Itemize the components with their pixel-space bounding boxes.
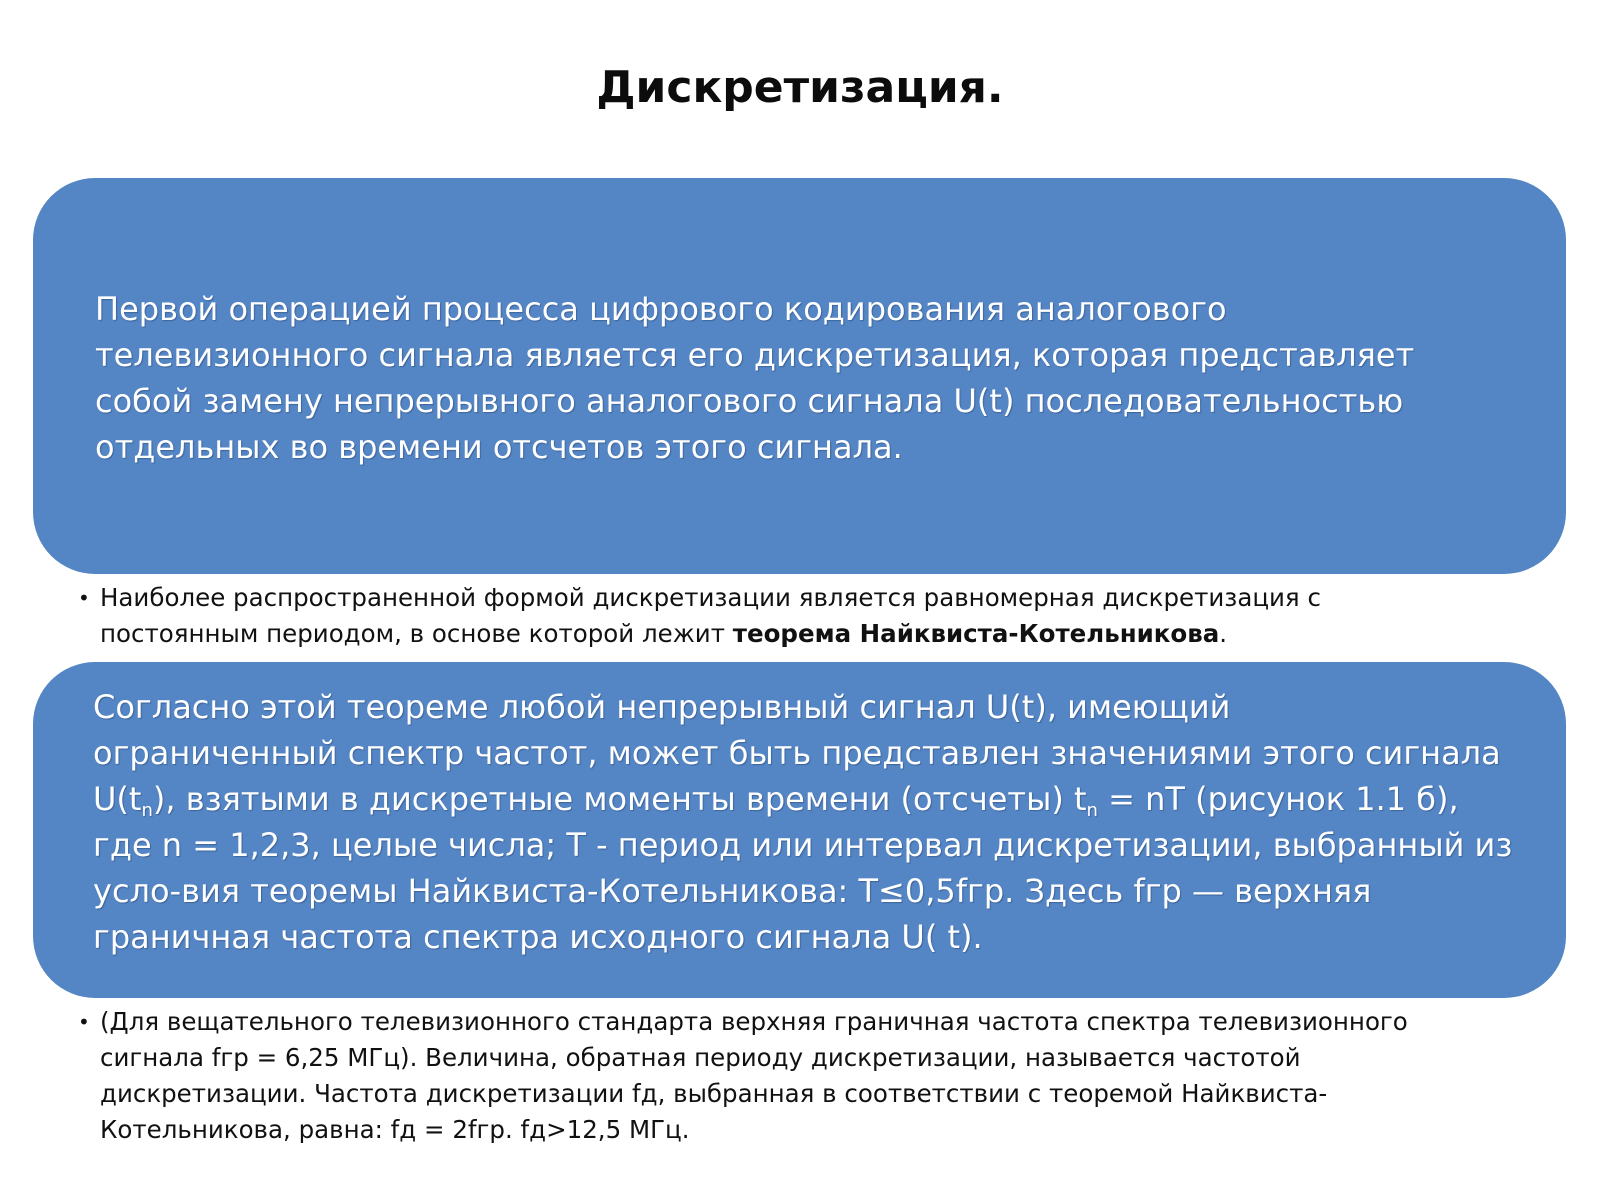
subscript-n-1: n xyxy=(141,800,153,821)
bullet-line-2-prefix: постоянным периодом, в основе которой лежит xyxy=(100,619,733,648)
definition-line-3: собой замену непрерывного аналогового сигнала U(t) последовательностью xyxy=(95,382,1404,420)
theorem-line-3 xyxy=(93,776,1536,822)
bullet-broadcast-standard xyxy=(78,1004,1568,1148)
bullet-uniform-sampling xyxy=(78,580,1568,652)
theorem-line-3-b: ), взятыми в дискретные моменты времени (отсчеты) t xyxy=(152,780,1087,818)
bullet-marker: • xyxy=(78,586,90,610)
theorem-line-4: где n = 1,2,3, целые числа; T - период или интервал дискретизации, выбранный из xyxy=(93,826,1513,864)
bullet-line-2 xyxy=(100,616,1568,652)
theorem-line-3-a: U(t xyxy=(93,780,142,818)
bullet-line-1: (Для вещательного телевизионного стандарта верхняя граничная частота спектра телевизионного xyxy=(100,1007,1408,1036)
theorem-name-bold: теорема Найквиста-Котельникова xyxy=(732,619,1220,648)
bullet-line-1: Наиболее распространенной формой дискретизации является равномерная дискретизация с xyxy=(100,583,1321,612)
theorem-line-5: усло-вия теоремы Найквиста-Котельникова: T≤0,5fгр. Здесь fгр — верхняя xyxy=(93,872,1372,910)
bullet-line-3: дискретизации. Частота дискретизации fд, выбранная в соответствии с теоремой Найквиста- xyxy=(100,1079,1328,1108)
definition-line-4: отдельных во времени отсчетов этого сигнала. xyxy=(95,428,903,466)
theorem-line-1: Согласно этой теореме любой непрерывный сигнал U(t), имеющий xyxy=(93,688,1231,726)
definition-line-1: Первой операцией процесса цифрового кодирования аналогового xyxy=(95,290,1227,328)
definition-box xyxy=(33,178,1566,574)
theorem-line-6: граничная частота спектра исходного сигнала U( t). xyxy=(93,918,983,956)
bullet-text xyxy=(100,580,1568,652)
definition-line-2: телевизионного сигнала является его дискретизация, которая представляет xyxy=(95,336,1415,374)
theorem-line-2: ограниченный спектр частот, может быть представлен значениями этого сигнала xyxy=(93,734,1501,772)
bullet-line-4: Котельникова, равна: fд = 2fгр. fд>12,5 МГц. xyxy=(100,1115,690,1144)
slide-title: Дискретизация. xyxy=(596,62,1004,113)
bullet-marker: • xyxy=(78,1010,90,1034)
bullet-line-2-suffix: . xyxy=(1219,619,1228,648)
subscript-n-2: n xyxy=(1086,800,1098,821)
theorem-line-3-c: = nT (рисунок 1.1 б), xyxy=(1097,780,1459,818)
theorem-box xyxy=(33,662,1566,998)
bullet-text xyxy=(100,1004,1568,1148)
bullet-line-2: сигнала fгр = 6,25 МГц). Величина, обратная периоду дискретизации, называется частотой xyxy=(100,1043,1301,1072)
